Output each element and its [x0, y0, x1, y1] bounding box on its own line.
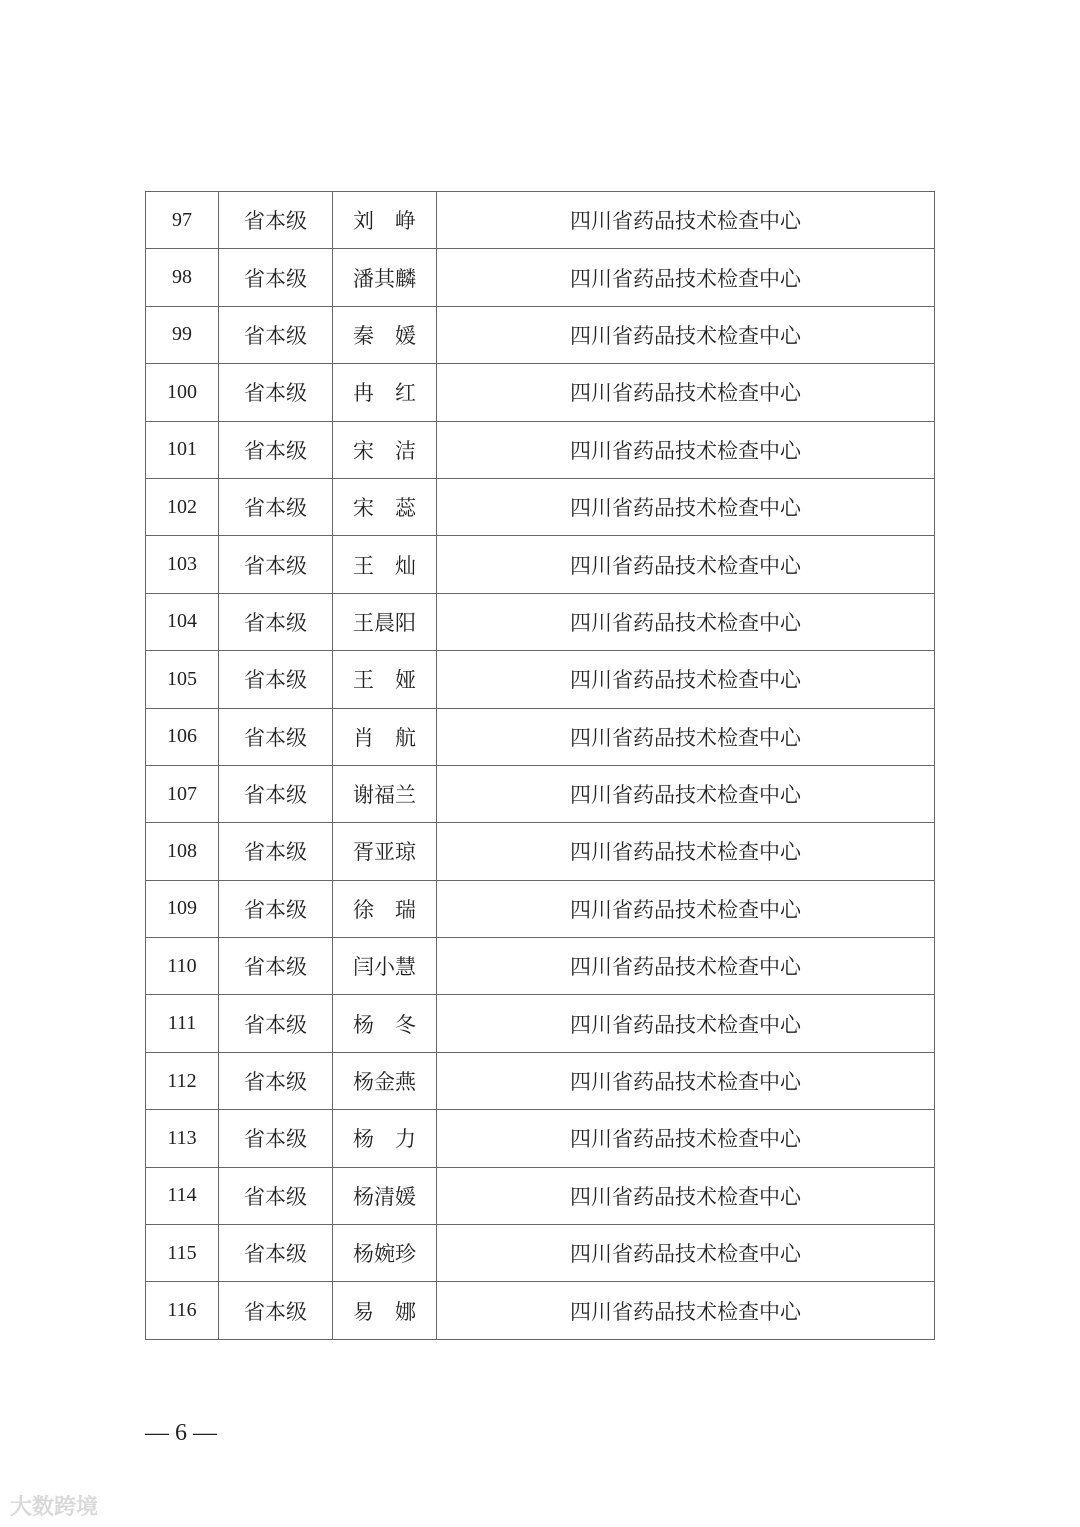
table-row	[146, 364, 935, 421]
table-row	[146, 651, 935, 708]
unit-cell: 四川省药品技术检查中心	[437, 536, 935, 593]
name-cell: 潘其麟	[333, 249, 437, 306]
table-row	[146, 1167, 935, 1224]
name-cell: 冉 红	[333, 364, 437, 421]
name-cell: 杨金燕	[333, 1052, 437, 1109]
watermark-logo: 大数跨境	[10, 1495, 99, 1520]
table-row	[146, 708, 935, 765]
name-cell: 宋 洁	[333, 421, 437, 478]
level-cell: 省本级	[219, 823, 333, 880]
level-cell: 省本级	[219, 364, 333, 421]
row-number: 108	[146, 823, 219, 880]
level-cell: 省本级	[219, 536, 333, 593]
name-cell: 谢福兰	[333, 765, 437, 822]
table-row	[146, 938, 935, 995]
name-cell: 王晨阳	[333, 593, 437, 650]
unit-cell: 四川省药品技术检查中心	[437, 1110, 935, 1167]
row-number: 111	[146, 995, 219, 1052]
level-cell: 省本级	[219, 306, 333, 363]
row-number: 106	[146, 708, 219, 765]
table-row	[146, 249, 935, 306]
table-row	[146, 306, 935, 363]
level-cell: 省本级	[219, 421, 333, 478]
row-number: 112	[146, 1052, 219, 1109]
unit-cell: 四川省药品技术检查中心	[437, 421, 935, 478]
table-row	[146, 765, 935, 822]
row-number: 103	[146, 536, 219, 593]
level-cell: 省本级	[219, 995, 333, 1052]
level-cell: 省本级	[219, 1282, 333, 1339]
level-cell: 省本级	[219, 1225, 333, 1282]
row-number: 107	[146, 765, 219, 822]
name-cell: 肖 航	[333, 708, 437, 765]
unit-cell: 四川省药品技术检查中心	[437, 708, 935, 765]
unit-cell: 四川省药品技术检查中心	[437, 478, 935, 535]
row-number: 113	[146, 1110, 219, 1167]
row-number: 116	[146, 1282, 219, 1339]
level-cell: 省本级	[219, 593, 333, 650]
unit-cell: 四川省药品技术检查中心	[437, 823, 935, 880]
unit-cell: 四川省药品技术检查中心	[437, 1052, 935, 1109]
level-cell: 省本级	[219, 249, 333, 306]
row-number: 105	[146, 651, 219, 708]
row-number: 114	[146, 1167, 219, 1224]
unit-cell: 四川省药品技术检查中心	[437, 306, 935, 363]
level-cell: 省本级	[219, 708, 333, 765]
unit-cell: 四川省药品技术检查中心	[437, 1167, 935, 1224]
row-number: 110	[146, 938, 219, 995]
name-cell: 杨婉珍	[333, 1225, 437, 1282]
name-cell: 宋 蕊	[333, 478, 437, 535]
table-row	[146, 1282, 935, 1339]
level-cell: 省本级	[219, 192, 333, 249]
name-cell: 刘 峥	[333, 192, 437, 249]
row-number: 109	[146, 880, 219, 937]
name-cell: 秦 媛	[333, 306, 437, 363]
table-row	[146, 593, 935, 650]
level-cell: 省本级	[219, 1167, 333, 1224]
row-number: 97	[146, 192, 219, 249]
level-cell: 省本级	[219, 880, 333, 937]
unit-cell: 四川省药品技术检查中心	[437, 192, 935, 249]
name-cell: 王 娅	[333, 651, 437, 708]
unit-cell: 四川省药品技术检查中心	[437, 364, 935, 421]
unit-cell: 四川省药品技术检查中心	[437, 1282, 935, 1339]
table-row	[146, 1052, 935, 1109]
table-row	[146, 995, 935, 1052]
level-cell: 省本级	[219, 478, 333, 535]
page-number: — 6 —	[145, 1420, 217, 1446]
row-number: 102	[146, 478, 219, 535]
level-cell: 省本级	[219, 765, 333, 822]
unit-cell: 四川省药品技术检查中心	[437, 765, 935, 822]
row-number: 99	[146, 306, 219, 363]
name-cell: 徐 瑞	[333, 880, 437, 937]
unit-cell: 四川省药品技术检查中心	[437, 249, 935, 306]
unit-cell: 四川省药品技术检查中心	[437, 1225, 935, 1282]
name-cell: 胥亚琼	[333, 823, 437, 880]
table-row	[146, 1110, 935, 1167]
level-cell: 省本级	[219, 938, 333, 995]
personnel-table	[145, 191, 935, 1340]
unit-cell: 四川省药品技术检查中心	[437, 995, 935, 1052]
unit-cell: 四川省药品技术检查中心	[437, 593, 935, 650]
table-row	[146, 1225, 935, 1282]
row-number: 104	[146, 593, 219, 650]
level-cell: 省本级	[219, 1052, 333, 1109]
level-cell: 省本级	[219, 651, 333, 708]
unit-cell: 四川省药品技术检查中心	[437, 880, 935, 937]
name-cell: 闫小慧	[333, 938, 437, 995]
name-cell: 杨清媛	[333, 1167, 437, 1224]
row-number: 98	[146, 249, 219, 306]
level-cell: 省本级	[219, 1110, 333, 1167]
name-cell: 杨 冬	[333, 995, 437, 1052]
table-row	[146, 421, 935, 478]
table-row	[146, 192, 935, 249]
unit-cell: 四川省药品技术检查中心	[437, 938, 935, 995]
row-number: 101	[146, 421, 219, 478]
table-row	[146, 478, 935, 535]
row-number: 115	[146, 1225, 219, 1282]
row-number: 100	[146, 364, 219, 421]
table-row	[146, 880, 935, 937]
table-row	[146, 536, 935, 593]
name-cell: 易 娜	[333, 1282, 437, 1339]
unit-cell: 四川省药品技术检查中心	[437, 651, 935, 708]
name-cell: 杨 力	[333, 1110, 437, 1167]
table-row	[146, 823, 935, 880]
name-cell: 王 灿	[333, 536, 437, 593]
